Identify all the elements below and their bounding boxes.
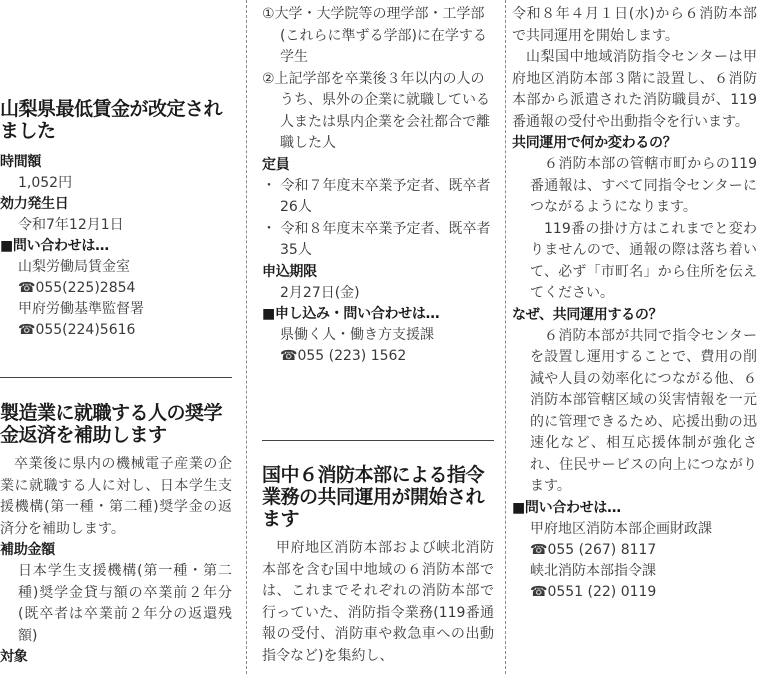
subsidy-value: 日本学生支援機構(第一種・第二種)奨学金貸与額の卒業前２年分(既卒者は卒業前２年分の返還残額)	[18, 563, 232, 644]
hourly-value: 1,052円	[18, 175, 73, 191]
column-divider-1	[246, 0, 247, 674]
fire-dept-text-1: 令和８年４月１日(水)から６消防本部で共同運用を開始します。	[512, 6, 757, 44]
wage-contact-org-1: 山梨労働局賃金室	[18, 259, 130, 275]
target-label: 対象	[0, 649, 28, 665]
question-1-text-1: ６消防本部の管轄市町からの119番通報は、すべて同指令センターにつながるようになります。	[530, 156, 757, 215]
quota-count-1: 26人	[280, 199, 312, 215]
quota-label: 定員	[262, 156, 290, 173]
question-1-text-2: 119番の掛け方はこれまでと変わりませんので、通報の際は落ち着いて、必ず「市町名」から住所を伝えてください。	[530, 220, 757, 301]
wage-contact-label: ■問い合わせは…	[0, 238, 109, 254]
effective-date-label: 効力発生日	[0, 196, 69, 212]
fire-dept-text-2: 山梨国中地域消防指令センターは甲府地区消防本部３階に設置し、６消防本部から派遣された消防職員が、119番通報の受付や出動指令を行います。	[512, 49, 757, 130]
question-2-text: ６消防本部が共同で指令センターを設置し運用することで、費用の削減や人員の効率化につながる他、６消防本部管轄区域の災害情報を一元的に管理できるため、応援出動の迅速化など、相互応援体制が強化され、住民サービスの向上につながります。	[530, 327, 757, 494]
application-contact-tel: ☎055 (223) 1562	[280, 347, 407, 364]
effective-date-value: 令和7年12月1日	[18, 217, 124, 233]
fire-contact-label: ■問い合わせは…	[512, 499, 621, 516]
fire-dept-intro: 甲府地区消防本部および峡北消防本部を含む国中地域の６消防本部では、これまでそれぞれの消防本部で行っていた、消防指令業務(119番通報の受付、消防車や救急車への出動指令など)を集約し、	[262, 540, 494, 664]
wage-contact-tel-1: ☎055(225)2854	[18, 280, 136, 296]
section-divider	[262, 440, 494, 441]
scholarship-continued	[262, 4, 494, 367]
minimum-wage-article	[0, 98, 232, 341]
column-divider-2	[505, 0, 506, 674]
fire-contact-tel-1: ☎055 (267) 8117	[530, 541, 657, 558]
quota-count-2: 35人	[280, 242, 312, 258]
wage-contact-tel-2: ☎055(224)5616	[18, 322, 136, 338]
fire-contact-org-1: 甲府地区消防本部企画財政課	[530, 520, 712, 537]
article-title-minimum-wage: 山梨県最低賃金が改定されました	[0, 98, 223, 142]
application-contact-label: ■申し込み・問い合わせは…	[262, 305, 440, 322]
application-contact-org: 県働く人・働き方支援課	[280, 326, 434, 343]
fire-contact-org-2: 峡北消防本部指令課	[530, 562, 656, 579]
section-divider	[0, 377, 232, 378]
fire-dept-article	[262, 464, 494, 667]
article-title-fire-dept: 国中６消防本部による指令業務の共同運用が開始されます	[262, 464, 485, 530]
wage-contact-org-2: 甲府労働基準監督署	[18, 301, 144, 317]
question-1-label: 共同運用で何か変わるの？	[512, 135, 677, 151]
target-item-1: ①大学・大学院等の理学部・工学部(これらに準ずる学部)に在学する学生	[262, 6, 487, 65]
article-title-scholarship: 製造業に就職する人の奨学金返済を補助します	[0, 402, 223, 446]
deadline-value: 2月27日(金)	[280, 284, 360, 301]
deadline-label: 申込期限	[262, 263, 317, 280]
scholarship-intro: 卒業後に県内の機械電子産業の企業に就職する人に対し、日本学生支援機構(第一種・第二種)奨学金の返済分を補助します。	[0, 456, 232, 537]
quota-item-1: ・ 令和７年度末卒業予定者、既卒者	[262, 177, 491, 194]
hourly-label: 時間額	[0, 154, 42, 170]
quota-item-2: ・ 令和８年度末卒業予定者、既卒者	[262, 220, 491, 237]
fire-dept-continued	[512, 4, 757, 603]
scholarship-article	[0, 402, 232, 668]
fire-contact-tel-2: ☎0551 (22) 0119	[530, 583, 657, 600]
subsidy-label: 補助金額	[0, 542, 55, 558]
target-item-2: ②上記学部を卒業後３年以内の人のうち、県外の企業に就職している人または県内企業を会社都合で離職した人	[262, 70, 490, 151]
question-2-label: なぜ、共同運用するの？	[512, 306, 663, 323]
